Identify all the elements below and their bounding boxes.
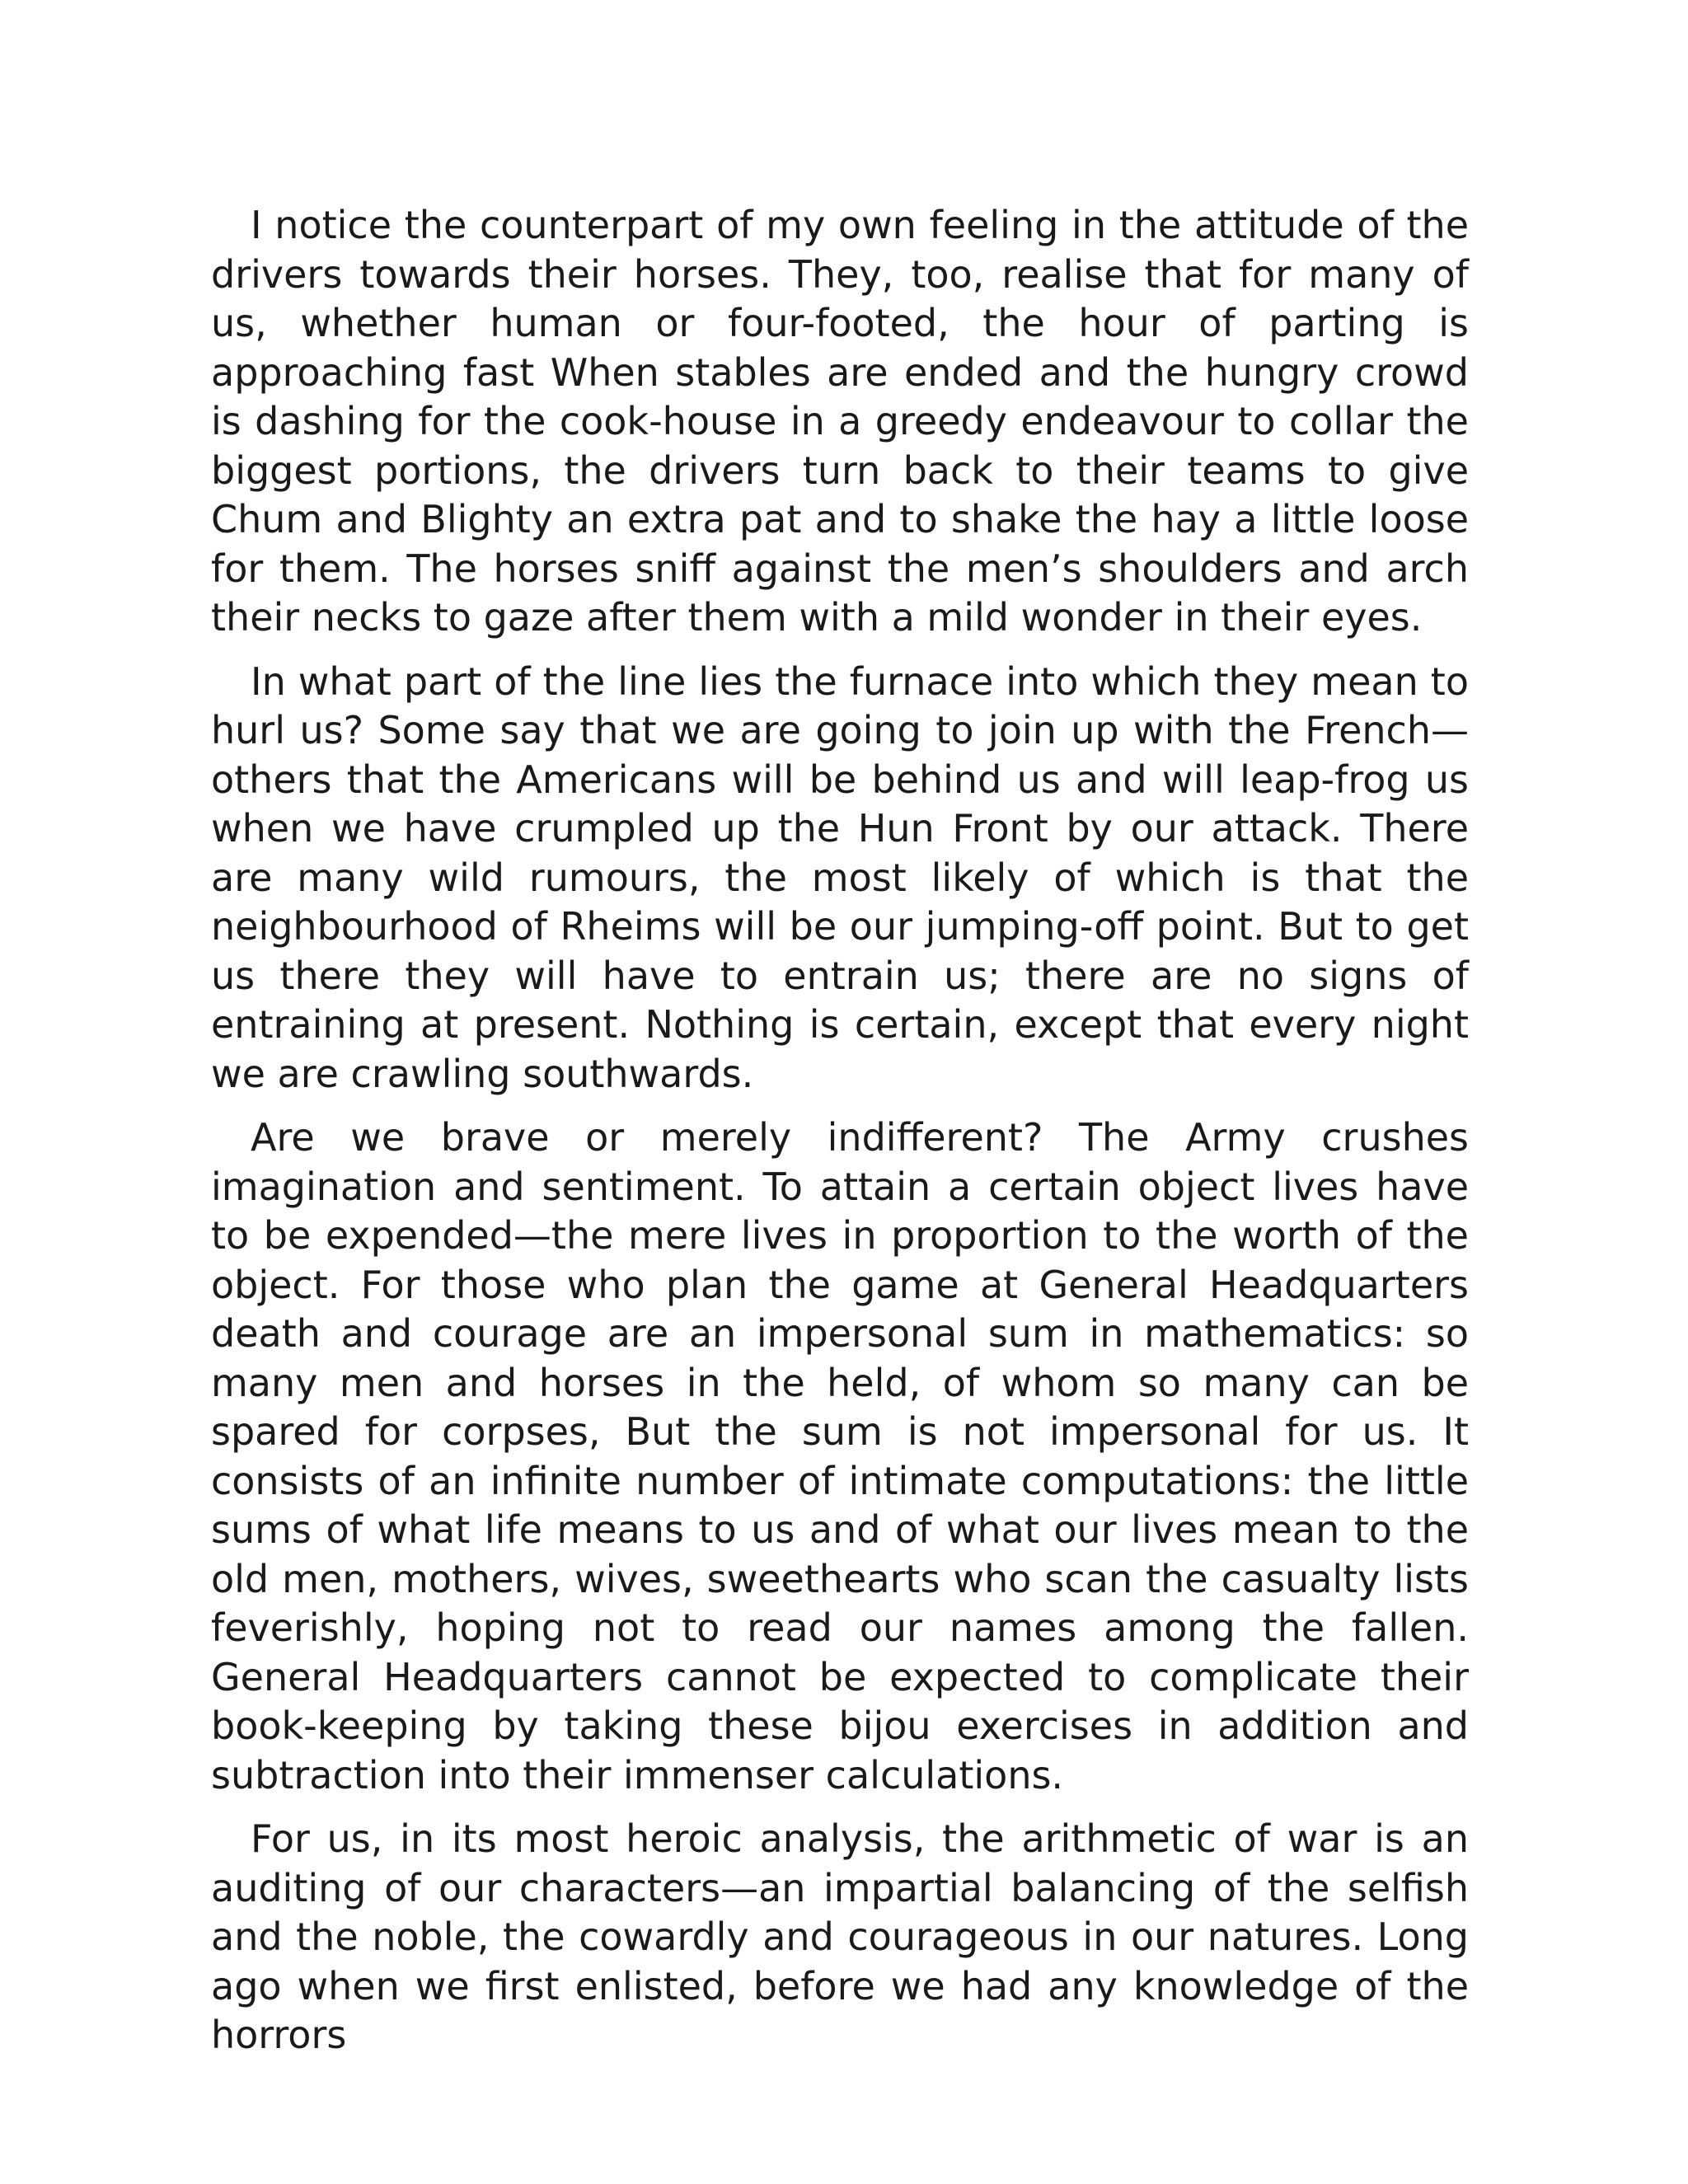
paragraph-3: Are we brave or merely indifferent? The Army crushes imagination and sentiment. To attain a certain object lives have to be expended—the mere lives in proportion to the worth of the object. For those who plan the game at General Headquarters death and courage are an impersonal sum in mathematics: so many men and horses in the held, of whom so many can be spared for corpses, But the sum is not impersonal for us. It consists of an infinite number of intimate computations: the little sums of what life means to us and of what our lives mean to the old men, mothers, wives, sweethearts who scan the casualty lists feverishly, hoping not to read our names among the fallen. General Headquarters cannot be expected to complicate their book-keeping by taking these bijou exercises in addition and subtraction into their immenser calculations. [211, 1115, 1469, 1797]
paragraph-2: In what part of the line lies the furnace into which they mean to hurl us? Some say that we are going to join up with the French—others that the Americans will be behind us and will leap-frog us when we have crumpled up the Hun Front by our attack. There are many wild rumours, the most likely of which is that the neighbourhood of Rheims will be our jumping-off point. But to get us there they will have to entrain us; there are no signs of entraining at present. Nothing is certain, except that every night we are crawling southwards. [211, 658, 1469, 1096]
paragraph-4: For us, in its most heroic analysis, the arithmetic of war is an auditing of our characters—an impartial balancing of the selfish and the noble, the cowardly and courageous in our natures. Long ago when we first enlisted, before we had any knowledge of the horrors [211, 1816, 1469, 2057]
paragraph-1: I notice the counterpart of my own feeling in the attitude of the drivers towards their horses. They, too, realise that for many of us, whether human or four-footed, the hour of parting is approaching fast When stables are ended and the hungry crowd is dashing for the cook-house in a greedy endeavour to collar the biggest portions, the drivers turn back to their teams to give Chum and Blighty an extra pat and to shake the hay a little loose for them. The horses sniff against the men’s shoulders and arch their necks to gaze after them with a mild wonder in their eyes. [211, 203, 1469, 640]
body-text [211, 201, 1469, 2060]
